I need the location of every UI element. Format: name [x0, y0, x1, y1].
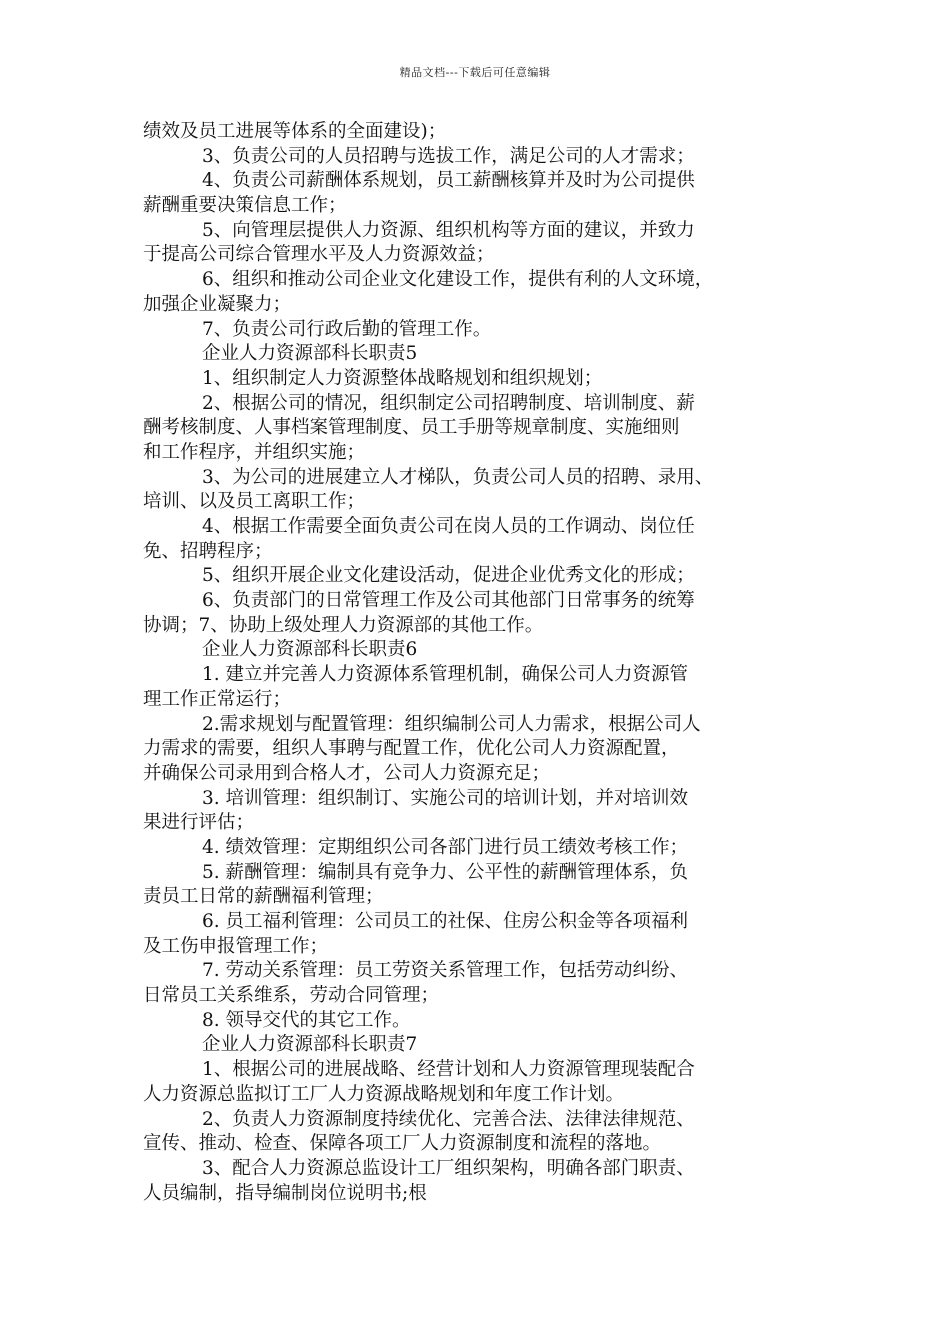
text-line: 6、组织和推动公司企业文化建设工作，提供有利的人文环境，: [202, 269, 714, 291]
text-line: 果进行评估；: [143, 812, 255, 834]
text-line: 6、负责部门的日常管理工作及公司其他部门日常事务的统筹: [202, 590, 695, 612]
text-line: 薪酬重要决策信息工作；: [143, 195, 347, 217]
text-line: 2、根据公司的情况，组织制定公司招聘制度、培训制度、薪: [202, 392, 695, 414]
text-line: 培训、以及员工离职工作；: [143, 491, 366, 513]
text-line: 1、组织制定人力资源整体战略规划和组织规划；: [202, 367, 603, 389]
text-line: 7、负责公司行政后勤的管理工作。: [202, 318, 492, 340]
text-line: 及工伤申报管理工作；: [143, 935, 329, 957]
text-line: 绩效及员工进展等体系的全面建设)；: [143, 121, 447, 142]
text-line: 企业人力资源部科长职责6: [202, 639, 418, 661]
document-body: [143, 120, 833, 1206]
text-line: 3、为公司的进展建立人才梯队，负责公司人员的招聘、录用、: [202, 466, 714, 488]
text-line: 企业人力资源部科长职责7: [202, 1034, 418, 1056]
text-line: 并确保公司录用到合格人才，公司人力资源充足；: [143, 762, 551, 784]
text-line: 日常员工关系维系，劳动合同管理；: [143, 985, 440, 1007]
text-line: 4、负责公司薪酬体系规划，员工薪酬核算并及时为公司提供: [202, 170, 695, 192]
text-line: 免、招聘程序；: [143, 540, 273, 562]
text-line: 4. 绩效管理：定期组织公司各部门进行员工绩效考核工作；: [202, 836, 689, 858]
text-line: 1、根据公司的进展战略、经营计划和人力资源管理现装配合: [202, 1059, 695, 1081]
text-line: 和工作程序，并组织实施；: [143, 441, 366, 463]
text-line: 协调；7、协助上级处理人力资源部的其他工作。: [143, 614, 544, 636]
text-line: 2.需求规划与配置管理：组织编制公司人力需求，根据公司人: [202, 713, 701, 735]
text-line: 5、向管理层提供人力资源、组织机构等方面的建议，并致力: [202, 219, 695, 241]
text-line: 3、负责公司的人员招聘与选拔工作，满足公司的人才需求；: [202, 145, 695, 167]
text-line: 人力资源总监拟订工厂人力资源战略规划和年度工作计划。: [143, 1083, 625, 1105]
text-line: 企业人力资源部科长职责5: [202, 343, 418, 365]
text-line: 8. 领导交代的其它工作。: [202, 1009, 411, 1031]
text-line: 酬考核制度、人事档案管理制度、员工手册等规章制度、实施细则: [143, 417, 680, 439]
text-line: 7. 劳动关系管理：员工劳资关系管理工作，包括劳动纠纷、: [202, 960, 689, 982]
text-line: 3、配合人力资源总监设计工厂组织架构，明确各部门职责、: [202, 1157, 695, 1179]
text-line: 3. 培训管理：组织制订、实施公司的培训计划，并对培训效: [202, 787, 689, 809]
text-line: 5. 薪酬管理：编制具有竞争力、公平性的薪酬管理体系，负: [202, 861, 689, 883]
page-header: 精品文档---下载后可任意编辑: [399, 66, 551, 79]
text-line: 4、根据工作需要全面负责公司在岗人员的工作调动、岗位任: [202, 516, 695, 537]
text-line: 6. 员工福利管理：公司员工的社保、住房公积金等各项福利: [202, 911, 689, 932]
text-line: 5、组织开展企业文化建设活动，促进企业优秀文化的形成；: [202, 565, 695, 587]
text-line: 1. 建立并完善人力资源体系管理机制，确保公司人力资源管: [202, 664, 689, 686]
text-line: 2、负责人力资源制度持续优化、完善合法、法律法律规范、: [202, 1108, 695, 1130]
text-line: 责员工日常的薪酬福利管理；: [143, 886, 384, 908]
text-line: 力需求的需要，组织人事聘与配置工作，优化公司人力资源配置，: [143, 738, 680, 760]
text-line: 宣传、推动、检查、保障各项工厂人力资源制度和流程的落地。: [143, 1133, 662, 1155]
text-line: 人员编制，指导编制岗位说明书;根: [143, 1182, 427, 1204]
text-line: 于提高公司综合管理水平及人力资源效益；: [143, 244, 495, 266]
text-line: 理工作正常运行；: [143, 688, 292, 710]
text-line: 加强企业凝聚力；: [143, 293, 292, 315]
